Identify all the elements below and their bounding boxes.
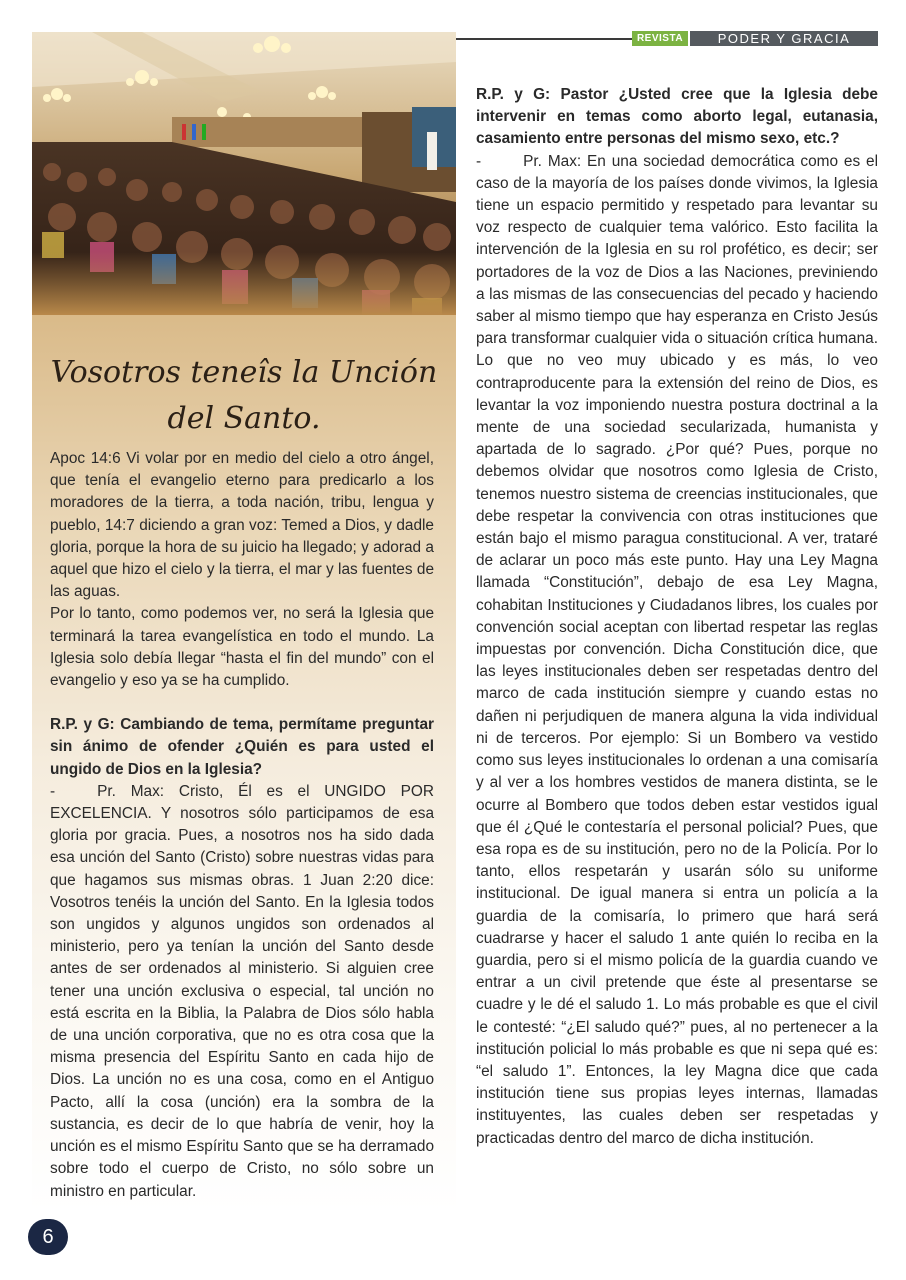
interview-question: R.P. y G: Cambiando de tema, permítame preguntar sin ánimo de ofender ¿Quién es para usted el ungido de Dios en la Iglesia? bbox=[50, 716, 434, 778]
left-panel bbox=[32, 32, 456, 1212]
scripture-paragraph: Apoc 14:6 Vi volar por en medio del cielo a otro ángel, que tenía el evangelio eterno para predicarlo a los moradores de la tierra, a toda nación, tribu, lengua y pueblo, 14:7 diciendo a gran voz: Temed a Dios, y dadle gloria, porque la hora de su juicio ha llegado; y adorad a aquel que hizo el cielo y la tierra, el mar y las fuentes de las aguas. bbox=[50, 450, 434, 601]
answer-text: Pr. Max: En una sociedad democrática como es el caso de la mayoría de los países donde vivimos, la Iglesia tiene un espacio permitido y respetado para levantar su voz respecto de cualquier tema valórico. Esto facilita la intervención de la Iglesia en su rol profético, es decir; ser portadores de la voz de Dios a las Naciones, previniendo a las mismas de las consecuencias del pecado y haciendo saber al mismo tiempo que hay esperanza en Cristo Jesús para transformar cualquier vida o situación crítica humana. Lo que no veo muy ubicado y es más, lo veo contraproducente para la extensión del reino de Dios, es levantar la voz imponiendo nuestra postura doctrinal a la mente de una sociedad secularizada, humanista y apartada de lo sagrado. ¿Por qué? Pues, porque no debemos olvidar que nosotros como Iglesia de Cristo, tenemos nuestro sistema de creencias institucionales, que debe respetar la convivencia con otras instituciones que están bajo el mismo paragua constitucional. A ver, trataré de aclarar un poco más este punto. Hay una Ley Magna llamada “Constitución”, debajo de esa Ley Magna, cohabitan Instituciones y Ciudadanos libres, los cuales por convención social aceptan con libertad respetar las reglas impuestas por convención. Dicha Constitución dice, que las leyes institucionales deben ser respetadas dentro del marco de cada institución siempre y cuando estas no dañen ni perjudiquen de manera alguna la vida individual ni de terceros. Por ejemplo: Si un Bombero va vestido como sus leyes institucionales lo ordenan a una comisaría y al ver a los hombres vestidos de manera distinta, se le ocurre al Bombero que todos deben estar vestidos igual que él ¿Qué le contestaría el personal policial? Pues, que esa ropa es de su institución, pero no de la Policía. Por lo tanto, ellos respetarán y usarán sólo su uniforme institucional. De igual manera si entra un policía a la guardia de la comisaría, lo primero que hará será cuadrarse y hacer el saludo 1 ante quién lo reciba en la guardia, pero si el mismo policía de la guardia cuando ve entrar a un civil pretende que éste al presentarse se cuadre y le dé el saludo 1. Lo más probable es que el civil le contesté: “¿El saludo qué?” pues, al no pertenecer a la institución policial lo más probable es que ni sepa qué es: “el saludo 1”. Entonces, la ley Magna dice que cada institución tiene sus propias leyes internas, llamadas instituyentes, las cuales deben ser respetadas y practicadas dentro del marco de dicha institución. bbox=[476, 152, 878, 1147]
section-heading bbox=[32, 350, 456, 442]
header-rule bbox=[456, 38, 632, 40]
interview-question: R.P. y G: Pastor ¿Usted cree que la Iglesia debe intervenir en temas como aborto legal, eutanasia, casamiento entre personas del mismo sexo, etc.? bbox=[476, 86, 878, 148]
church-congregation-photo bbox=[32, 32, 456, 315]
commentary-paragraph: Por lo tanto, como podemos ver, no será la Iglesia que terminará la tarea evangelística en todo el mundo. La Iglesia solo debía llegar “hasta el fin del mundo” con el evangelio y eso ya se ha cumplido. bbox=[50, 605, 434, 690]
magazine-title: PODER Y GRACIA bbox=[690, 31, 878, 46]
interview-answer bbox=[50, 781, 434, 1203]
magazine-tag: REVISTA bbox=[632, 31, 688, 46]
left-column-text bbox=[50, 448, 434, 1203]
right-column-text bbox=[476, 84, 878, 1150]
interview-answer bbox=[476, 151, 878, 1150]
page-number: 6 bbox=[28, 1219, 68, 1255]
answer-text: Pr. Max: Cristo, Él es el UNGIDO POR EXCELENCIA. Y nosotros sólo participamos de esa gloria por gracia. Pues, a nosotros nos ha sido dada esa unción del Santo (Cristo) sobre nuestras vidas para que hagamos sus mismas obras. 1 Juan 2:20 dice: Vosotros tenéis la unción del Santo. En la Iglesia todos son ungidos y algunos ungidos son ordenados al ministerio, pero ya tenían la unción del Santo desde antes de ser ordenados al ministerio. Si alguien cree tener una unción exclusiva o especial, tal unción no está escrita en la Biblia, la Palabra de Dios sólo habla de una unción corporativa, que no es otra cosa que la misma presencia del Espíritu Santo en cada hijo de Dios. La unción no es una cosa, como en el Antiguo Pacto, allí la cosa (unción) era la sombra de la sustancia, es decir de lo que habría de venir, hoy la unción es el mismo Espíritu Santo que se ha derramado sobre todo el cuerpo de Cristo, no sólo sobre un ministro en particular. bbox=[50, 782, 434, 1200]
section-heading-line2: del Santo. bbox=[167, 401, 321, 436]
section-heading-line1: Vosotros teneîs la Unción bbox=[50, 355, 438, 390]
answer-dash: - bbox=[476, 152, 482, 170]
answer-dash: - bbox=[50, 782, 56, 800]
